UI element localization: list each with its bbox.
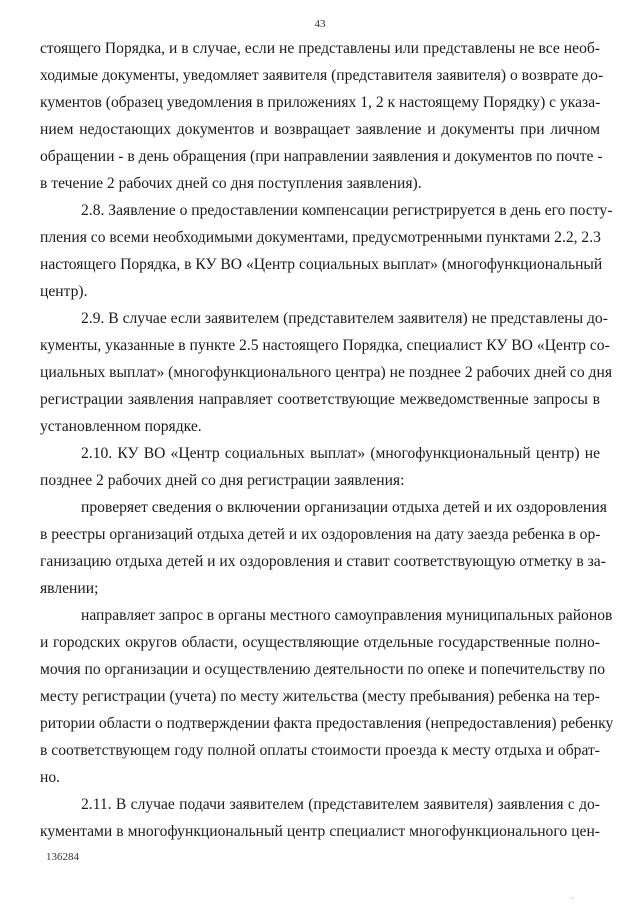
text-line: стоящего Порядка, и в случае, если не представлены или представлены не все необ- <box>40 40 600 57</box>
document-code: 136284 <box>46 851 79 863</box>
text-line: кументов (образец уведомления в приложениях 1, 2 к настоящему Порядку) с указа- <box>40 94 601 111</box>
text-line: позднее 2 рабочих дней со дня регистрации заявления: <box>40 472 405 489</box>
text-line: явлении; <box>40 580 99 597</box>
text-line: установленном порядке. <box>40 418 202 435</box>
text-line: настоящего Порядка, в КУ ВО «Центр социальных выплат» (многофункциональный <box>40 256 603 273</box>
paragraph-first-line: направляет запрос в органы местного самоуправления муниципальных районов <box>81 607 613 624</box>
corner-mark: · <box>571 893 574 903</box>
text-line: ритории области о подтверждении факта предоставления (непредоставления) ребенку <box>40 715 614 732</box>
text-line: месту регистрации (учета) по месту жительства (месту пребывания) ребенка на тер- <box>40 688 600 705</box>
paragraph-first-line: 2.8. Заявление о предоставлении компенсации регистрируется в день его посту- <box>81 202 613 219</box>
text-line: в реестры организаций отдыха детей и их оздоровления на дату заезда ребенка в ор- <box>40 526 601 543</box>
page-number: 43 <box>314 18 326 30</box>
text-line: ходимые документы, уведомляет заявителя (представителя заявителя) о возврате до- <box>40 67 604 84</box>
text-line: в соответствующем году полной оплаты стоимости проезда к месту отдыха и обрат- <box>40 742 600 759</box>
text-line: циальных выплат» (многофункционального центра) не позднее 2 рабочих дней со дня <box>40 364 612 381</box>
text-line: пления со всеми необходимыми документами, предусмотренными пунктами 2.2, 2.3 <box>40 229 601 246</box>
paragraph-first-line: 2.11. В случае подачи заявителем (представителем заявителя) заявления с до- <box>81 796 600 813</box>
text-line: регистрации заявления направляет соответствующие межведомственные запросы в <box>40 391 600 408</box>
paragraph-first-line: 2.9. В случае если заявителем (представителем заявителя) не представлены до- <box>81 310 608 327</box>
text-line: но. <box>40 769 61 786</box>
text-line: мочия по организации и осуществлению деятельности по опеке и попечительству по <box>40 661 606 678</box>
text-line: центр). <box>40 283 88 300</box>
text-line: нием недостающих документов и возвращает заявление и документы при личном <box>40 121 600 138</box>
text-line: и городских округов области, осуществляющие отдельные государственные полно- <box>40 634 600 651</box>
text-line: ганизацию отдыха детей и их оздоровления и ставит соответствующую отметку в за- <box>40 553 606 570</box>
text-line: кументы, указанные в пункте 2.5 настоящего Порядка, специалист КУ ВО «Центр со- <box>40 337 610 354</box>
text-line: в течение 2 рабочих дней со дня поступления заявления). <box>40 175 422 192</box>
text-line: обращении - в день обращения (при направлении заявления и документов по почте - <box>40 148 603 165</box>
paragraph-first-line: 2.10. КУ ВО «Центр социальных выплат» (многофункциональный центр) не <box>81 445 600 462</box>
paragraph-first-line: проверяет сведения о включении организации отдыха детей и их оздоровления <box>81 499 607 516</box>
text-line: кументами в многофункциональный центр специалист многофункционального цен- <box>40 823 600 840</box>
